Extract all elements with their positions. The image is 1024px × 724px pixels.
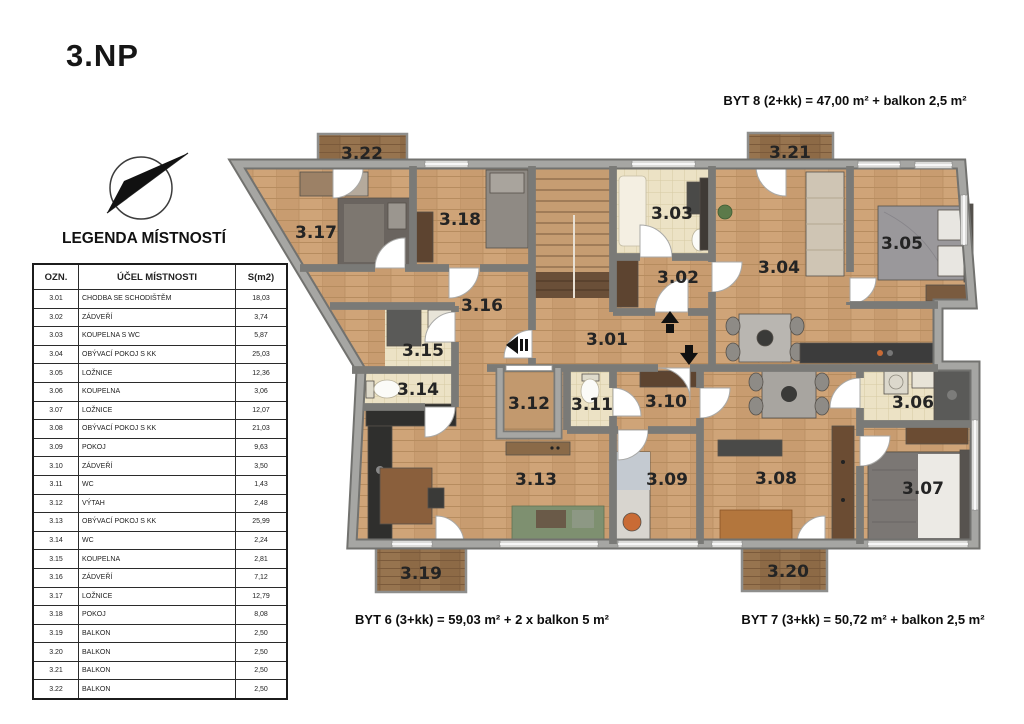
room-label: 3.22 <box>341 144 383 164</box>
legend-cell: 3.21 <box>33 661 79 680</box>
room-label: 3.07 <box>902 479 944 499</box>
toilet-tank <box>366 381 374 398</box>
room-label: 3.09 <box>646 470 688 490</box>
room-label: 3.06 <box>892 393 934 413</box>
kitchen-column <box>832 426 854 540</box>
legend-cell: 2,81 <box>236 550 288 569</box>
legend-cell: KOUPELNA <box>79 382 236 401</box>
legend-cell: LOŽNICE <box>79 587 236 606</box>
legend-cell: 3,74 <box>236 308 288 327</box>
tv-board <box>718 440 782 456</box>
sofa <box>720 510 792 542</box>
legend-cell: 12,36 <box>236 364 288 383</box>
chair <box>749 373 763 391</box>
legend-cell: 3.15 <box>33 550 79 569</box>
legend-cell: OBÝVACÍ POKOJ S KK <box>79 513 236 532</box>
legend-cell: KOUPELNA <box>79 550 236 569</box>
room-label: 3.17 <box>295 223 337 243</box>
room-label: 3.14 <box>397 380 439 400</box>
washing-machine <box>884 370 908 394</box>
wardrobe <box>415 212 433 262</box>
legend-cell: 7,12 <box>236 568 288 587</box>
pillow <box>623 513 641 531</box>
room-label: 3.18 <box>439 210 481 230</box>
plant <box>718 205 732 219</box>
legend-cell: 3.04 <box>33 345 79 364</box>
legend-cell: 12,79 <box>236 587 288 606</box>
legend-cell: 3.19 <box>33 624 79 643</box>
legend-cell: BALKON <box>79 624 236 643</box>
legend-cell: LOŽNICE <box>79 364 236 383</box>
legend-cell: LOŽNICE <box>79 401 236 420</box>
apartment-label-byt8: BYT 8 (2+kk) = 47,00 m² + balkon 2,5 m² <box>723 93 967 108</box>
legend-cell: BALKON <box>79 661 236 680</box>
chair <box>428 488 444 508</box>
legend-cell: 3.17 <box>33 587 79 606</box>
legend-cell: 2,50 <box>236 680 288 699</box>
legend-cell: 2,50 <box>236 624 288 643</box>
room-label: 3.05 <box>881 234 923 254</box>
chair <box>726 317 740 335</box>
legend-cell: 1,43 <box>236 475 288 494</box>
legend-cell: WC <box>79 531 236 550</box>
sink <box>912 370 934 388</box>
chair <box>726 343 740 361</box>
legend-cell: 2,24 <box>236 531 288 550</box>
legend-cell: 25,99 <box>236 513 288 532</box>
legend-cell: ZÁDVEŘÍ <box>79 457 236 476</box>
wardrobe <box>616 259 638 307</box>
room-label: 3.16 <box>461 296 503 316</box>
room-label: 3.13 <box>515 470 557 490</box>
room-label: 3.02 <box>657 268 699 288</box>
legend-cell: 3.01 <box>33 290 79 309</box>
chair <box>790 317 804 335</box>
legend-cell: WC <box>79 475 236 494</box>
apartment-label-byt6: BYT 6 (3+kk) = 59,03 m² + 2 x balkon 5 m² <box>355 612 609 627</box>
room-label: 3.11 <box>571 395 613 415</box>
legend-cell: 3.12 <box>33 494 79 513</box>
desk <box>380 468 432 524</box>
legend-cell: 12,07 <box>236 401 288 420</box>
stairs <box>535 168 613 298</box>
legend-cell: 3.03 <box>33 327 79 346</box>
legend-cell: 3.08 <box>33 420 79 439</box>
sofa-pillow <box>536 510 566 528</box>
room-label: 3.20 <box>767 562 809 582</box>
legend-col-s: S(m2) <box>236 264 288 290</box>
legend-col-ucel: ÚČEL MÍSTNOSTI <box>79 264 236 290</box>
legend-cell: 3.14 <box>33 531 79 550</box>
page-title: 3.NP <box>66 38 139 73</box>
legend-cell: 2,48 <box>236 494 288 513</box>
room-label: 3.12 <box>508 394 550 414</box>
legend-cell: 3,50 <box>236 457 288 476</box>
legend-cell: 3.05 <box>33 364 79 383</box>
table-decor <box>757 330 773 346</box>
legend-cell: CHODBA SE SCHODIŠTĚM <box>79 290 236 309</box>
room-label: 3.03 <box>651 204 693 224</box>
legend-cell: 5,87 <box>236 327 288 346</box>
legend-cell: BALKON <box>79 680 236 699</box>
legend-cell: 3,06 <box>236 382 288 401</box>
room-label: 3.10 <box>645 392 687 412</box>
legend-cell: POKOJ <box>79 438 236 457</box>
pillow <box>938 246 966 276</box>
room-label: 3.08 <box>755 469 797 489</box>
kitchen-counter <box>800 343 933 363</box>
legend-col-ozn: OZN. <box>33 264 79 290</box>
legend-cell: 8,08 <box>236 606 288 625</box>
legend-cell: 2,50 <box>236 643 288 662</box>
legend-cell: 3.09 <box>33 438 79 457</box>
legend-cell: ZÁDVEŘÍ <box>79 568 236 587</box>
legend-cell: 3.10 <box>33 457 79 476</box>
legend-cell: 2,50 <box>236 661 288 680</box>
legend-cell: 3.07 <box>33 401 79 420</box>
legend-cell: POKOJ <box>79 606 236 625</box>
legend-cell: VÝTAH <box>79 494 236 513</box>
pillow <box>388 203 406 229</box>
legend-cell: BALKON <box>79 643 236 662</box>
legend-cell: 3.11 <box>33 475 79 494</box>
legend-title: LEGENDA MÍSTNOSTÍ <box>62 230 226 247</box>
room-label: 3.15 <box>402 341 444 361</box>
legend-cell: 3.18 <box>33 606 79 625</box>
legend-cell: 3.20 <box>33 643 79 662</box>
pillow <box>490 173 524 193</box>
room-label: 3.01 <box>586 330 628 350</box>
legend-cell: KOUPELNA S WC <box>79 327 236 346</box>
apartment-label-byt7: BYT 7 (3+kk) = 50,72 m² + balkon 2,5 m² <box>741 612 985 627</box>
dresser <box>300 172 334 196</box>
legend-cell: 25,03 <box>236 345 288 364</box>
elevator-door <box>506 366 552 371</box>
legend-cell: 18,03 <box>236 290 288 309</box>
legend-cell: OBÝVACÍ POKOJ S KK <box>79 420 236 439</box>
legend-cell: OBÝVACÍ POKOJ S KK <box>79 345 236 364</box>
legend-cell: 9,63 <box>236 438 288 457</box>
room-label: 3.19 <box>400 564 442 584</box>
legend-cell: 3.22 <box>33 680 79 699</box>
chair <box>815 397 829 415</box>
legend-cell: 3.06 <box>33 382 79 401</box>
legend-cell: 21,03 <box>236 420 288 439</box>
chair <box>815 373 829 391</box>
room-label: 3.04 <box>758 258 800 278</box>
legend-cell: ZÁDVEŘÍ <box>79 308 236 327</box>
north-arrow <box>107 153 188 219</box>
room-label: 3.21 <box>769 143 811 163</box>
sideboard <box>506 442 570 455</box>
chair <box>749 397 763 415</box>
legend-cell: 3.02 <box>33 308 79 327</box>
legend-cell: 3.13 <box>33 513 79 532</box>
legend-cell: 3.16 <box>33 568 79 587</box>
